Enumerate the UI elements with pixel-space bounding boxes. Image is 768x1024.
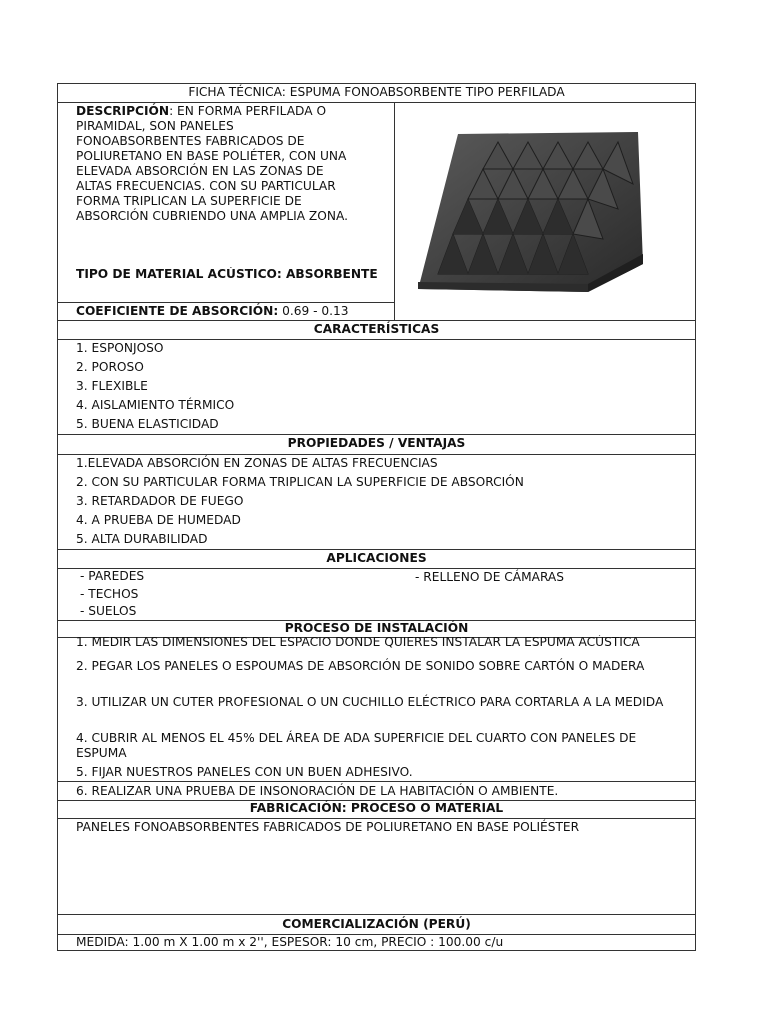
instalacion-step: 5. FIJAR NUESTROS PANELES CON UN BUEN ADHESIVO. [76,765,413,779]
descripcion-line-2: PIRAMIDAL, SON PANELES [76,119,234,133]
coeficiente-value: 0.69 - 0.13 [278,304,349,318]
pyramid-foam-image [398,114,693,314]
caracteristica-item: 4. AISLAMIENTO TÉRMICO [76,398,235,412]
coeficiente-row [76,304,349,319]
propiedad-item: 3. RETARDADOR DE FUEGO [76,494,244,508]
comercializacion-heading: COMERCIALIZACIÓN (PERÚ) [282,917,471,931]
caracteristica-item: 1. ESPONJOSO [76,341,164,355]
divider [58,781,695,782]
descripcion-line-8: ABSORCIÓN CUBRIENDO UNA AMPLIA ZONA. [76,209,348,223]
aplicacion-item: - PAREDES [80,569,145,583]
aplicacion-item: - RELLENO DE CÁMARAS [415,570,565,584]
instalacion-step: 3. UTILIZAR UN CUTER PROFESIONAL O UN CUCHILLO ELÉCTRICO PARA CORTARLA A LA MEDIDA [76,695,664,709]
descripcion-line-3: FONOABSORBENTES FABRICADOS DE [76,134,305,148]
descripcion-line-6: ALTAS FRECUENCIAS. CON SU PARTICULAR [76,179,336,193]
comercializacion-text: MEDIDA: 1.00 m X 1.00 m x 2'', ESPESOR: 10 cm, PRECIO : 100.00 c/u [76,935,504,949]
instalacion-heading: PROCESO DE INSTALACIÓN [284,621,469,635]
divider [58,320,695,321]
divider [58,914,695,915]
instalacion-step: 1. MEDIR LAS DIMENSIONES DEL ESPACIO DONDE QUIERES INSTALAR LA ESPUMA ACÚSTICA [76,635,640,649]
descripcion-line-7: FORMA TRIPLICAN LA SUPERFICIE DE [76,194,302,208]
divider [58,549,695,550]
descripcion-line-5: ELEVADA ABSORCIÓN EN LAS ZONAS DE [76,164,324,178]
caracteristica-item: 2. POROSO [76,360,144,374]
column-divider [394,102,395,321]
instalacion-step: 6. REALIZAR UNA PRUEBA DE INSONORACIÓN DE LA HABITACIÓN O AMBIENTE. [76,784,559,798]
fabricacion-heading: FABRICACIÓN: PROCESO O MATERIAL [249,801,504,815]
technical-sheet [57,83,696,951]
divider [58,818,695,819]
divider [58,339,695,340]
divider [58,434,695,435]
divider [58,454,695,455]
fabricacion-text: PANELES FONOABSORBENTES FABRICADOS DE POLIURETANO EN BASE POLIÉSTER [76,820,580,834]
caracteristica-item: 5. BUENA ELASTICIDAD [76,417,219,431]
propiedades-heading: PROPIEDADES / VENTAJAS [287,436,466,450]
divider [58,302,395,303]
divider [58,568,695,569]
descripcion-line-1: DESCRIPCIÓN: EN FORMA PERFILADA O [76,104,327,118]
caracteristica-item: 3. FLEXIBLE [76,379,148,393]
sheet-title: FICHA TÉCNICA: ESPUMA FONOABSORBENTE TIPO PERFILADA [188,85,565,99]
descripcion-label: DESCRIPCIÓN [76,104,170,118]
descripcion-line-4: POLIURETANO EN BASE POLIÉTER, CON UNA [76,149,347,163]
caracteristicas-heading: CARACTERÍSTICAS [313,322,440,336]
propiedad-item: 5. ALTA DURABILIDAD [76,532,208,546]
propiedad-item: 1.ELEVADA ABSORCIÓN EN ZONAS DE ALTAS FRECUENCIAS [76,456,438,470]
tipo-material: TIPO DE MATERIAL ACÚSTICO: ABSORBENTE [76,267,378,281]
aplicacion-item: - TECHOS [80,587,139,601]
aplicacion-item: - SUELOS [80,604,137,618]
coeficiente-label: COEFICIENTE DE ABSORCIÓN: [76,304,279,318]
divider [58,102,695,103]
instalacion-step: 2. PEGAR LOS PANELES O ESPOUMAS DE ABSORCIÓN DE SONIDO SOBRE CARTÓN O MADERA [76,659,645,673]
aplicaciones-heading: APLICACIONES [326,551,427,565]
instalacion-step: 4. CUBRIR AL MENOS EL 45% DEL ÁREA DE ADA SUPERFICIE DEL CUARTO CON PANELES DE ESPUMA [76,731,637,760]
propiedad-item: 2. CON SU PARTICULAR FORMA TRIPLICAN LA SUPERFICIE DE ABSORCIÓN [76,475,524,489]
propiedad-item: 4. A PRUEBA DE HUMEDAD [76,513,241,527]
